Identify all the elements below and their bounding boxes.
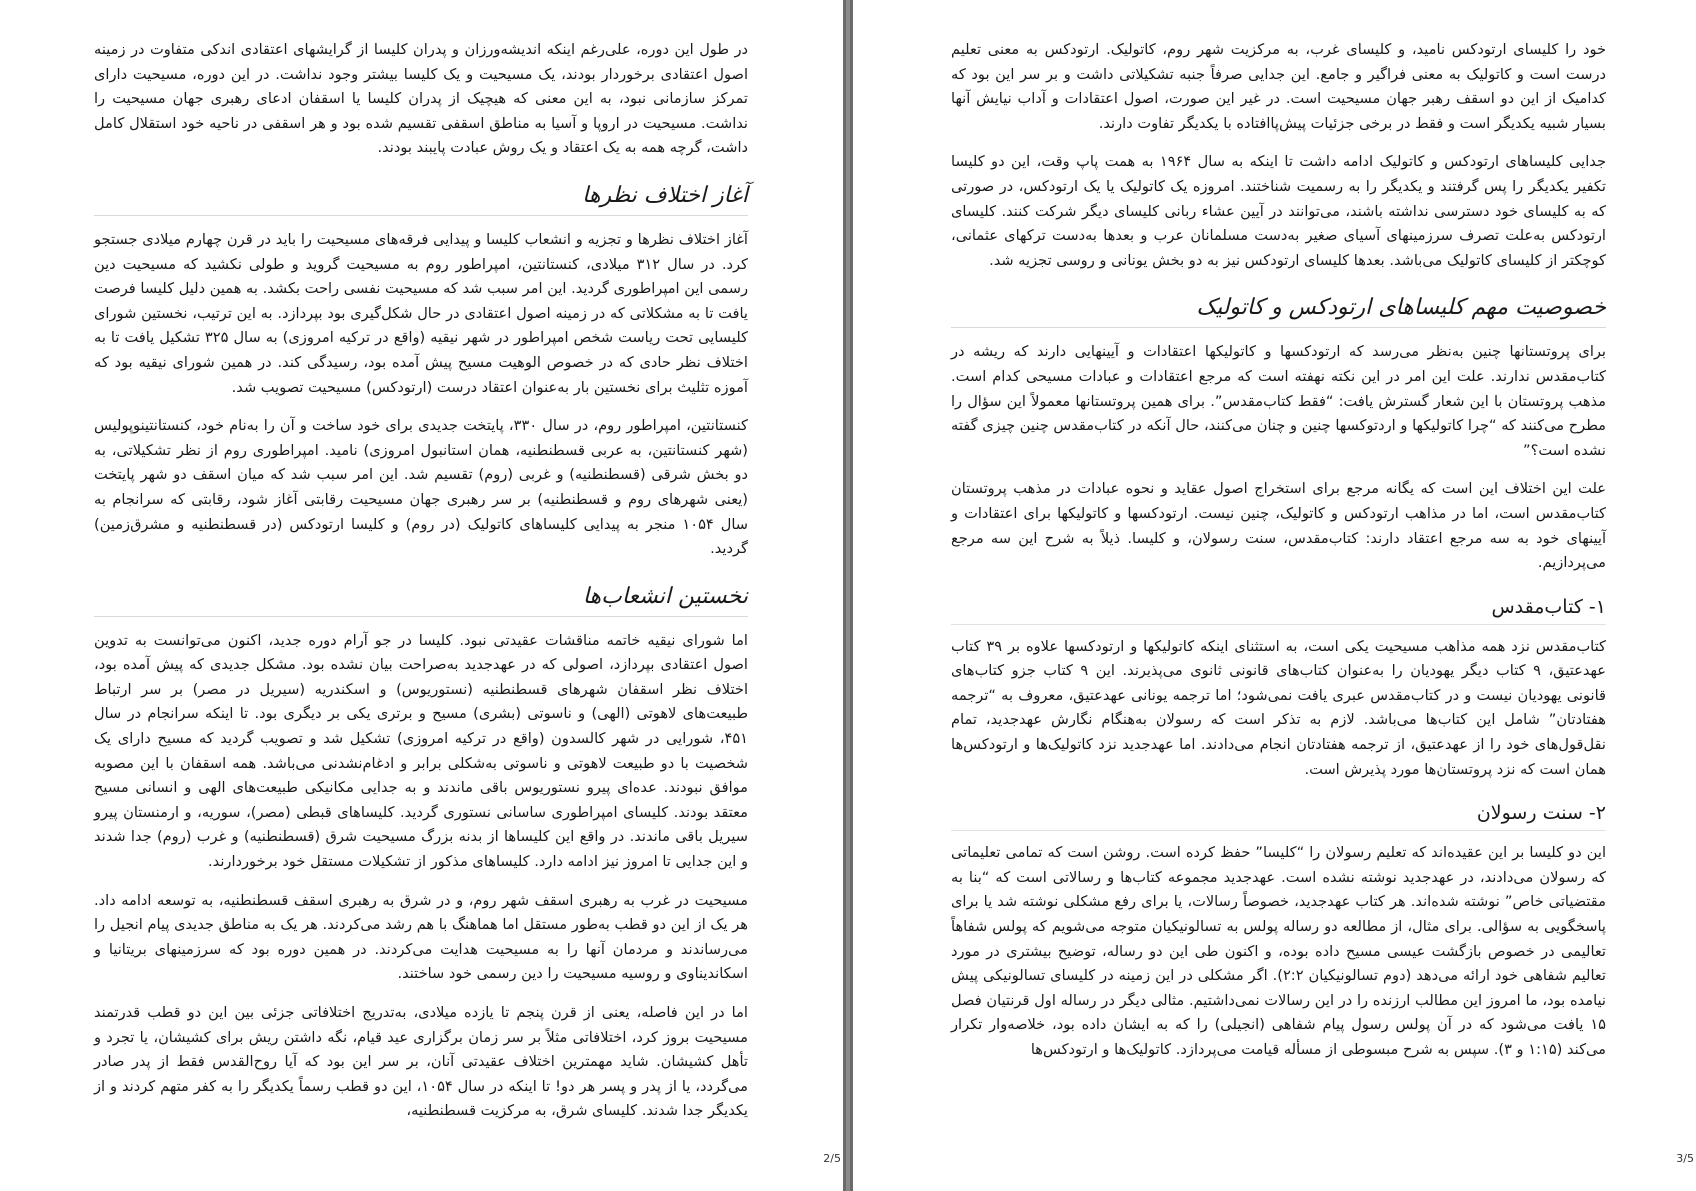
paragraph: اما در این فاصله، یعنی از قرن پنجم تا یازده میلادی، به‌تدریج اختلافاتی جزئی بین این دو قطب قدرتمند مسیحیت بروز کرد، اختلافاتی مثلاً بر سر زمان برگزاری عید قیام، نگه داشتن ریش برای کشیشان، یا تجرد و تأهل کشیشان. شاید مهمترین اختلاف عقیدتی آنان، بر سر این بود که آیا روح‌القدس فقط از پدر صادر می‌گردد، یا از پدر و پسر هر دو! تا اینکه در سال ۱۰۵۴، این دو قطب رسماً یکدیگر را به کفر متهم کردند و از یکدیگر جدا شدند. کلیسای شرق، به مرکزیت قسطنطنیه، bbox=[94, 1004, 748, 1120]
paragraph: خود را کلیسای ارتودکس نامید، و کلیسای غرب، به مرکزیت شهر روم، کاتولیک. ارتودکس به معنی تعلیم درست است و کاتولیک به معنی فراگیر و جامع. این جدایی صرفاً جنبه تشکیلاتی داشت و بر سر این بود که کدامیک از این دو اسقف رهبر جهان مسیحیت است. در غیر این صورت، اصول اعتقادات و آداب نیایش آنها بسیار شبیه یکدیگر است و فقط در برخی جزئیات پیش‌پاافتاده با یکدیگر تفاوت دارند. bbox=[951, 41, 1606, 132]
right-page bbox=[853, 0, 1696, 1191]
paragraph: کتاب‌مقدس نزد همه مذاهب مسیحیت یکی است، به استثنای اینکه کاتولیکها و ارتودکسها علاوه بر ۳۹ کتاب عهدعتیق، ۹ کتاب دیگر یهودیان را به‌عنوان کتاب‌های قانونی ثانوی می‌پذیرند. این ۹ کتاب جزو کتاب‌های قانونی یهودیان نیست و در کتاب‌مقدس عبری یافت نمی‌شود؛ اما ترجمه یونانی عهدعتیق، معروف به “ترجمه هفتادتان” شامل این کتاب‌ها می‌باشد. لازم به تذکر است که رسولان به‌هنگام نگارش عهدجدید، تمام نقل‌قول‌های خود را از عهدعتیق، از ترجمه هفتادتان انجام می‌دادند. اما عهدجدید نزد کاتولیک‌ها و ارتودکس‌ها همان است که نزد پروتستان‌ها مورد پذیرش است. bbox=[951, 637, 1606, 778]
paragraph: آغاز اختلاف نظرها و تجزیه و انشعاب کلیسا و پیدایی فرقه‌های مسیحیت را باید در قرن چهارم میلادی جستجو کرد. در سال ۳۱۲ میلادی، کنستانتین، امپراطور روم به مسیحیت گروید و طولی نکشید که مسیحیت دین رسمی این امپراطوری گردید. این امر سبب شد که مسیحیت نفسی راحت بکشد. به همین دلیل کلیسا فرصت یافت تا به مشکلاتی که در زمینه اصول اعتقادی در حال شکل‌گیری بود بپردازد. به این ترتیب، نخستین شورای کلیسایی تحت ریاست شخص امپراطور در شهر نیقیه (واقع در ترکیه امروزی) به سال ۳۲۵ تشکیل یافت تا به اختلاف نظر حادی که در خصوص الوهیت مسیح پیش آمده بود، رسیدگی کند. در همین شورای نیقیه بود که آموزه تثلیث برای نخستین بار به‌عنوان اعتقاد درست (ارتودکس) مسیحیت تصویب شد. bbox=[94, 230, 748, 396]
paragraph: کنستانتین، امپراطور روم، در سال ۳۳۰، پایتخت جدیدی برای خود ساخت و آن را به‌نام خود، کنستانتینوپولیس (شهر کنستانتین، به عربی قسطنطنیه، همان استانبول امروزی) نامید. امپراطوری روم از نظر تشکیلاتی، به دو بخش شرقی (قسطنطنیه) و غربی (روم) تقسیم شد. این امر سبب شد که میان اسقف دو شهر پایتخت (یعنی شهرهای روم و قسطنطنیه) بر سر رهبری جهان مسیحیت رقابتی آغاز شود، رقابتی که سرانجام به سال ۱۰۵۴ منجر به پیدایی کلیساهای کاتولیک (در روم) و کلیسا ارتودکس (در قسطنطنیه و مشرق‌زمین) گردید. bbox=[94, 417, 749, 558]
paragraph: جدایی کلیساهای ارتودکس و کاتولیک ادامه داشت تا اینکه به سال ۱۹۶۴ به همت پاپ وقت، این دو کلیسا تکفیر یکدیگر را پس گرفتند و یکدیگر را به رسمیت شناختند. امروزه یک کاتولیک یا یک ارتودکس، در صورتی که به کلیسای خود دسترسی نداشته باشند، می‌توانند در آیین عشاء ربانی کلیسای دیگر شرکت کنند. کلیسای ارتودکس به‌علت تصرف سرزمینهای آسیای صغیر به‌دست مسلمانان عرب و بعدها به‌دست ترکهای عثمانی، کوچکتر از کلیسای کاتولیک می‌باشد. بعدها کلیسای ارتودکس نیز به دو بخش یونانی و روسی تجزیه شد. bbox=[951, 153, 1606, 269]
paragraph: علت این اختلاف این است که یگانه مرجع برای استخراج اصول عقاید و نحوه عبادات در مذهب پروتستان کتاب‌مقدس است، اما در مذاهب ارتودکس و کاتولیک، چنین نیست. ارتودکسها و کاتولیکها برای اعتقادات و آیینهای خود به سه مرجع اعتقاد دارند: کتاب‌مقدس، سنت رسولان، و کلیسا. ذیلاً به شرح این سه مرجع می‌پردازیم. bbox=[951, 480, 1606, 572]
paragraph: اما شورای نیقیه خاتمه مناقشات عقیدتی نبود. کلیسا در جو آرام دوره جدید، اکنون می‌توانست به تدوین اصول اعتقادی بپردازد، اصولی که در عهدجدید به‌صراحت بیان نشده بود. مشکل جدیدی که پیش آمده بود، اختلاف نظر اسقفان شهرهای قسطنطنیه (نستوریوس) و اسکندریه (سیریل در مصر) بر سر ارتباط طبیعت‌های لاهوتی (الهی) و ناسوتی (بشری) مسیح و برتری یکی بر دیگری بود. تا اینکه سرانجام در سال ۴۵۱، شورایی در شهر کالسدون (واقع در ترکیه امروزی) تشکیل شد و تصویب گردید که مسیح دارای یک شخصیت با دو طبیعت لاهوتی و ناسوتی به‌شکلی برابر و ادغام‌نشدنی می‌باشد. همه اسقفان با این مصوبه موافق نبودند. عده‌ای پیرو نستوریوس باقی ماندند و به جدایی مکانیکی طبیعت‌های الهی و انسانی مسیح معتقد بودند. کلیسای امپراطوری ساسانی نستوری گردید. کلیساهای قبطی (مصر)، سوریه، و ارمنستان پیرو سیریل باقی ماندند. در واقع این کلیساها از بدنه بزرگ مسیحیت شرق (قسطنطنیه) و غرب (روم) جدا شدند و این جدایی تا امروز نیز ادامه دارد. کلیساهای مذکور از تشکیلات مستقل خود برخوردارند. bbox=[94, 631, 748, 871]
paragraph: برای پروتستانها چنین به‌نظر می‌رسد که ارتودکسها و کاتولیکها اعتقادات و آیینهایی دارند که ریشه در کتاب‌مقدس ندارند. علت این امر در این نکته نهفته است که مرجع اعتقادات و عبادات مسیحی کدام است. مذهب پروتستان با این شعار گسترش یافت: “فقط کتاب‌مقدس”. برای همین پروتستانها معمولاً این سؤال را مطرح می‌کنند که “چرا کاتولیکها و اردتوکسها چنین و چنان می‌کنند، حال آنکه در کتاب‌مقدس چنین چیزی گفته نشده است؟” bbox=[951, 343, 1606, 459]
section-heading: ۲- سنت رسولان bbox=[951, 800, 1606, 831]
left-text-column bbox=[94, 38, 748, 1138]
right-text-column bbox=[951, 38, 1606, 1077]
left-page bbox=[0, 0, 843, 1191]
section-heading: نخستین انشعاب‌ها bbox=[94, 582, 748, 617]
section-heading: آغاز اختلاف نظرها bbox=[94, 181, 748, 216]
section-heading: خصوصیت مهم کلیساهای ارتودکس و کاتولیک bbox=[951, 293, 1606, 328]
page-number-left: 2/5 bbox=[823, 1152, 841, 1165]
page-divider bbox=[843, 0, 853, 1191]
section-heading: ۱- کتاب‌مقدس bbox=[951, 594, 1606, 625]
paragraph: در طول این دوره، علی‌رغم اینکه اندیشه‌ورزان و پدران کلیسا از گرایشهای اعتقادی اندکی متفاوت در زمینه اصول اعتقادی برخوردار بودند، یک مسیحیت و یک کلیسا بیشتر وجود نداشت. در این دوره، مسیحیت دارای تمرکز سازمانی نبود، به این معنی که هیچیک از پدران کلیسا یا اسقفان ادعای رهبری جهان مسیحیت را نداشت. مسیحیت در اروپا و آسیا به مناطق اسقفی تقسیم شده بود و هر اسقفی در ناحیه خود استقلال کامل داشت، گرچه همه به یک اعتقاد و یک روش عبادت پایبند بودند. bbox=[94, 41, 748, 157]
page-number-right: 3/5 bbox=[1676, 1152, 1694, 1165]
paragraph: این دو کلیسا بر این عقیده‌اند که تعلیم رسولان را “کلیسا” حفظ کرده است. روشن است که تمامی تعلیماتی که رسولان می‌دادند، در عهدجدید نوشته نشده است. عهدجدید مجموعه کتاب‌ها و رسالاتی است که “بنا به مقتضیاتی خاص” نوشته شده‌اند. هر کتاب عهدجدید، خصوصاً رسالات، یا برای رفع مشکلی نوشته شد یا برای پاسخگویی به سؤالی. برای مثال، از مطالعه دو رساله پولس به تسالونیکیان متوجه می‌شویم که پولس شفاهاً تعالیمی در خصوص بازگشت عیسی مسیح داده بوده، و اکنون طی این دو رساله، توضیح بیشتری در مورد تعالیم شفاهی خود ارائه می‌دهد (دوم تسالونیکیان ۲:۲). اگر مشکلی در این زمینه در کلیسای تسالونیکی پیش نیامده بود، ما امروز این مطالب ارزنده را در این رسالات نمی‌داشتیم. مثالی دیگر در رساله اول قرنتیان فصل ۱۵ یافت می‌شود که در آن پولس رسول پیام شفاهی (انجیلی) را که به ایشان داده بود، خلاصه‌وار تکرار می‌کند (۱:۱۵ و ۳). سپس به شرح مبسوطی از مسأله قیامت می‌پردازد. کاتولیک‌ها و ارتودکس‌ها bbox=[951, 844, 1606, 1058]
paragraph: مسیحیت در غرب به رهبری اسقف شهر روم، و در شرق به رهبری اسقف قسطنطنیه، به توسعه ادامه داد. هر یک از این دو قطب به‌طور مستقل اما هماهنگ با هم رشد می‌کردند. هر یک به مناطق جدیدی پیام انجیل را می‌رساندند و مردمان آنها را به مسیحیت هدایت می‌کردند. در همین دوره بود که سرزمینهای بریتانیا و اسکاندیناوی و روسیه مسیحیت را دین رسمی خود ساختند. bbox=[94, 891, 748, 983]
